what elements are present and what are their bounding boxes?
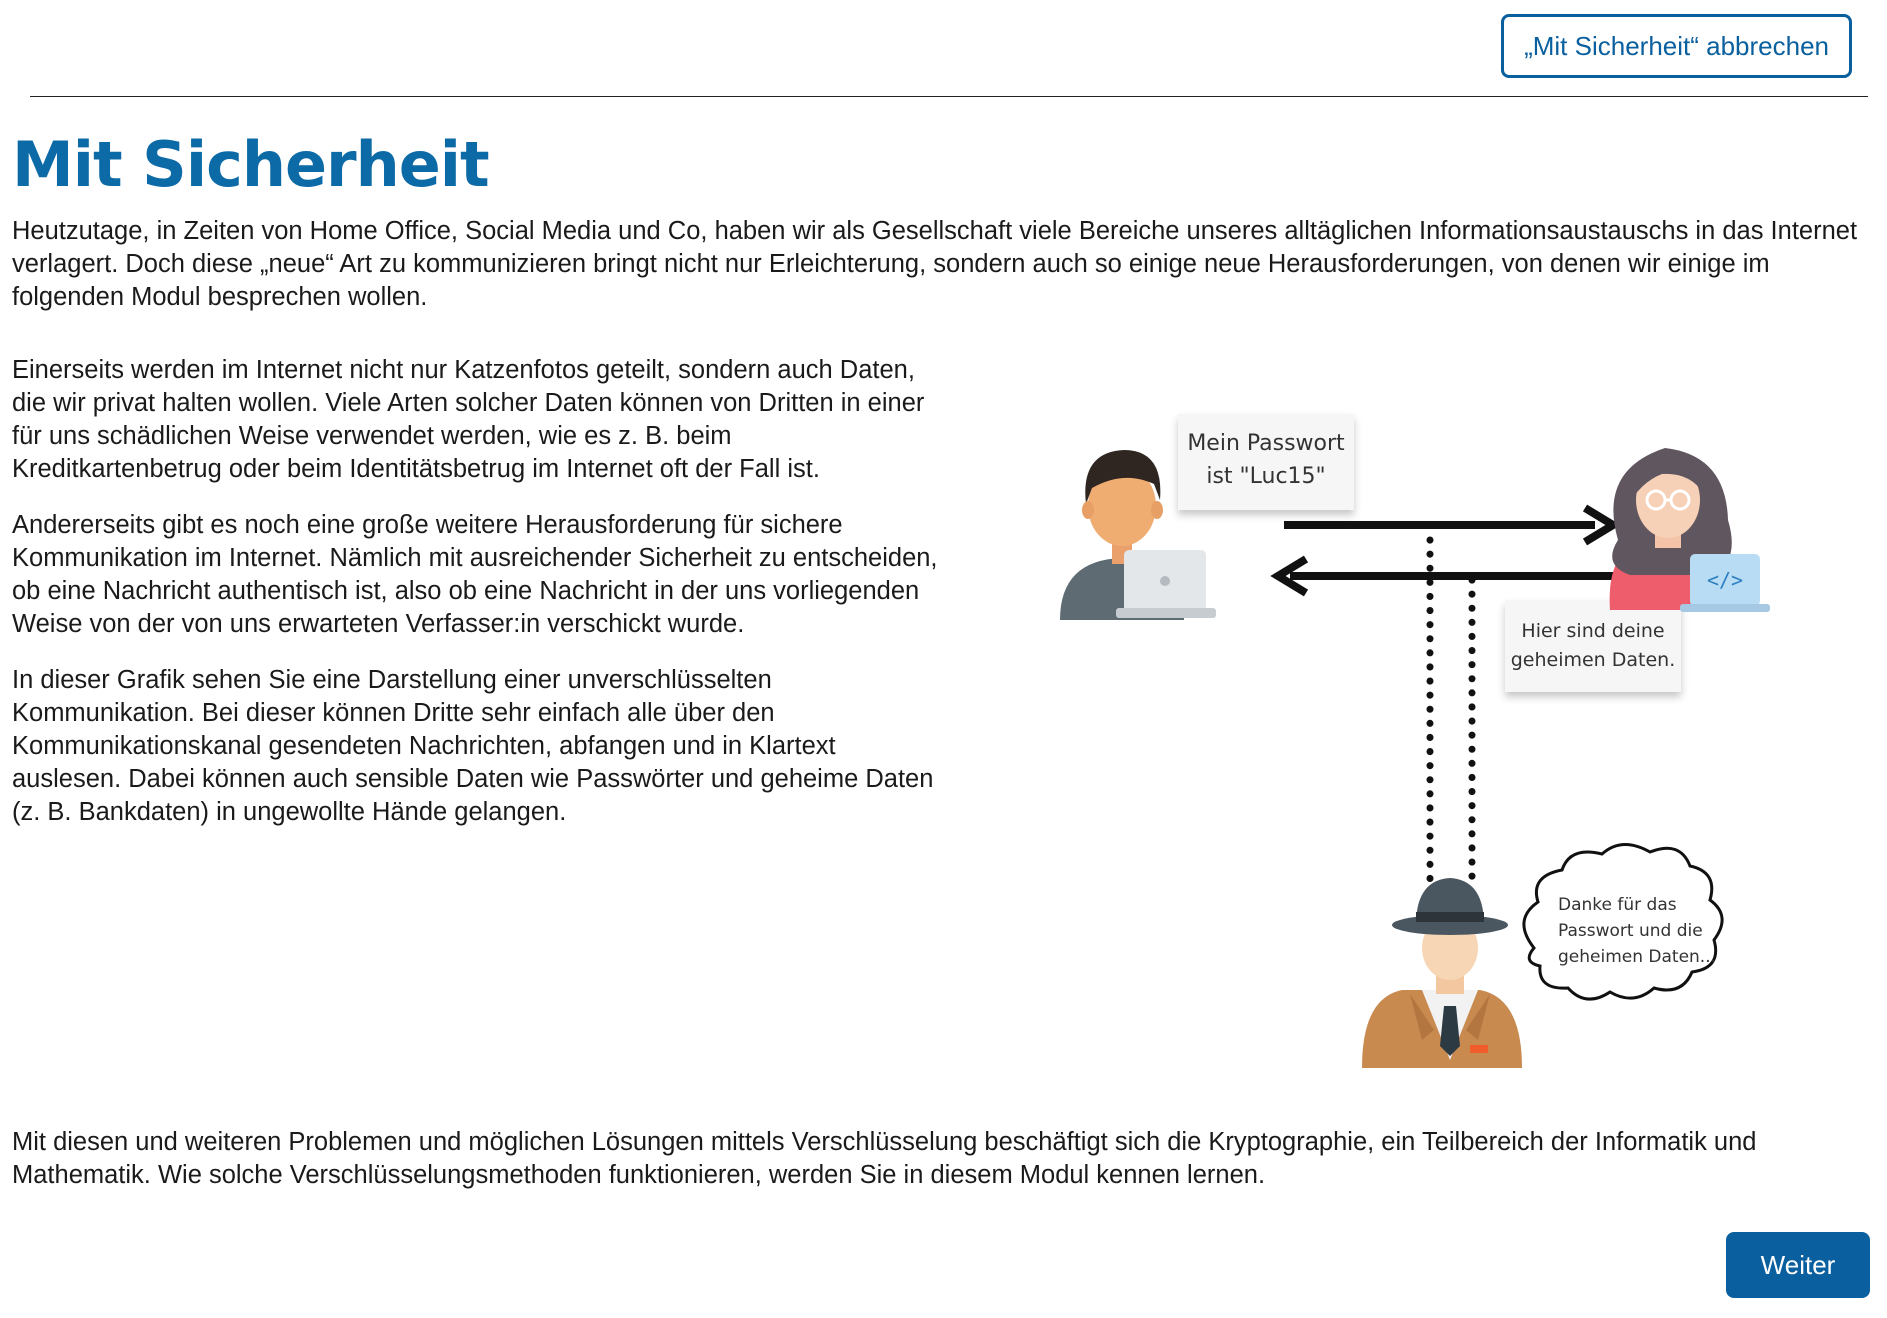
sender-note-line-1: Mein Passwort (1187, 431, 1345, 456)
page-title: Mit Sicherheit (12, 128, 489, 201)
receiver-note-line-2: geheimen Daten. (1510, 649, 1676, 671)
sender-note (1178, 414, 1354, 510)
text-column (12, 354, 942, 852)
paragraph-authenticity: Andererseits gibt es noch eine große weitere Herausforderung für sichere Kommunikation im Internet. Nämlich mit ausreichender Sicherheit zu entscheiden, ob eine Nachricht authentisch ist, also ob eine Nachricht in der uns vorliegenden Weise von der von uns erwarteten Verfasser:in verschickt wurde. (12, 511, 938, 638)
thought-line-1: Danke für das (1558, 895, 1677, 915)
communication-illustration (1050, 400, 1830, 1080)
paragraph-data-privacy: Einerseits werden im Internet nicht nur Katzenfotos geteilt, sondern auch Daten, die wir privat halten wollen. Viele Arten solcher Daten können von Dritten in einer für uns schädlichen Weise verwendet werden, wie es z. B. beim Kreditkartenbetrug oder beim Identitätsbetrug im Internet oft der Fall ist. (12, 356, 925, 483)
sender-note-line-2: ist "Luc15" (1206, 464, 1326, 489)
arrow-to-receiver (1284, 508, 1613, 542)
receiver-note-line-1: Hier sind deine (1521, 620, 1665, 642)
top-bar (30, 0, 1868, 97)
illustration-svg (1050, 400, 1830, 1080)
spy-icon (1362, 878, 1522, 1068)
woman-laptop-icon (1610, 448, 1770, 612)
cancel-module-button[interactable]: „Mit Sicherheit“ abbrechen (1501, 14, 1852, 78)
intro-paragraph: Heutzutage, in Zeiten von Home Office, Social Media und Co, haben wir als Gesellschaft viele Bereiche unseres alltäglichen Informationsaustauschs in das Internet verlagert. Doch diese „neue“ Art zu kommunizieren bringt nicht nur Erleichterung, sondern auch so einige neue Herausforderungen, von denen wir einige im folgenden Modul besprechen wollen. (12, 217, 1858, 311)
paragraph-graphic-description: In dieser Grafik sehen Sie eine Darstellung einer unverschlüsselten Kommunikation. Bei dieser können Dritte sehr einfach alle über den Kommunikationskanal gesendeten Nachrichten, abfangen und in Klartext auslesen. Dabei können auch sensible Daten wie Passwörter und geheime Daten (z. B. Bankdaten) in ungewollte Hände gelangen. (12, 666, 934, 826)
svg-text:</>: </> (1706, 568, 1744, 592)
next-button[interactable]: Weiter (1726, 1232, 1870, 1298)
arrow-to-sender (1278, 559, 1617, 593)
thought-line-2: Passwort und die (1558, 921, 1703, 941)
outro-paragraph: Mit diesen und weiteren Problemen und möglichen Lösungen mittels Verschlüsselung beschäftigt sich die Kryptographie, ein Teilbereich der Informatik und Mathematik. Wie solche Verschlüsselungsmethoden funktionieren, werden Sie in diesem Modul kennen lernen. (12, 1128, 1757, 1189)
thought-line-3: geheimen Daten... (1558, 947, 1717, 967)
receiver-note (1505, 600, 1681, 692)
